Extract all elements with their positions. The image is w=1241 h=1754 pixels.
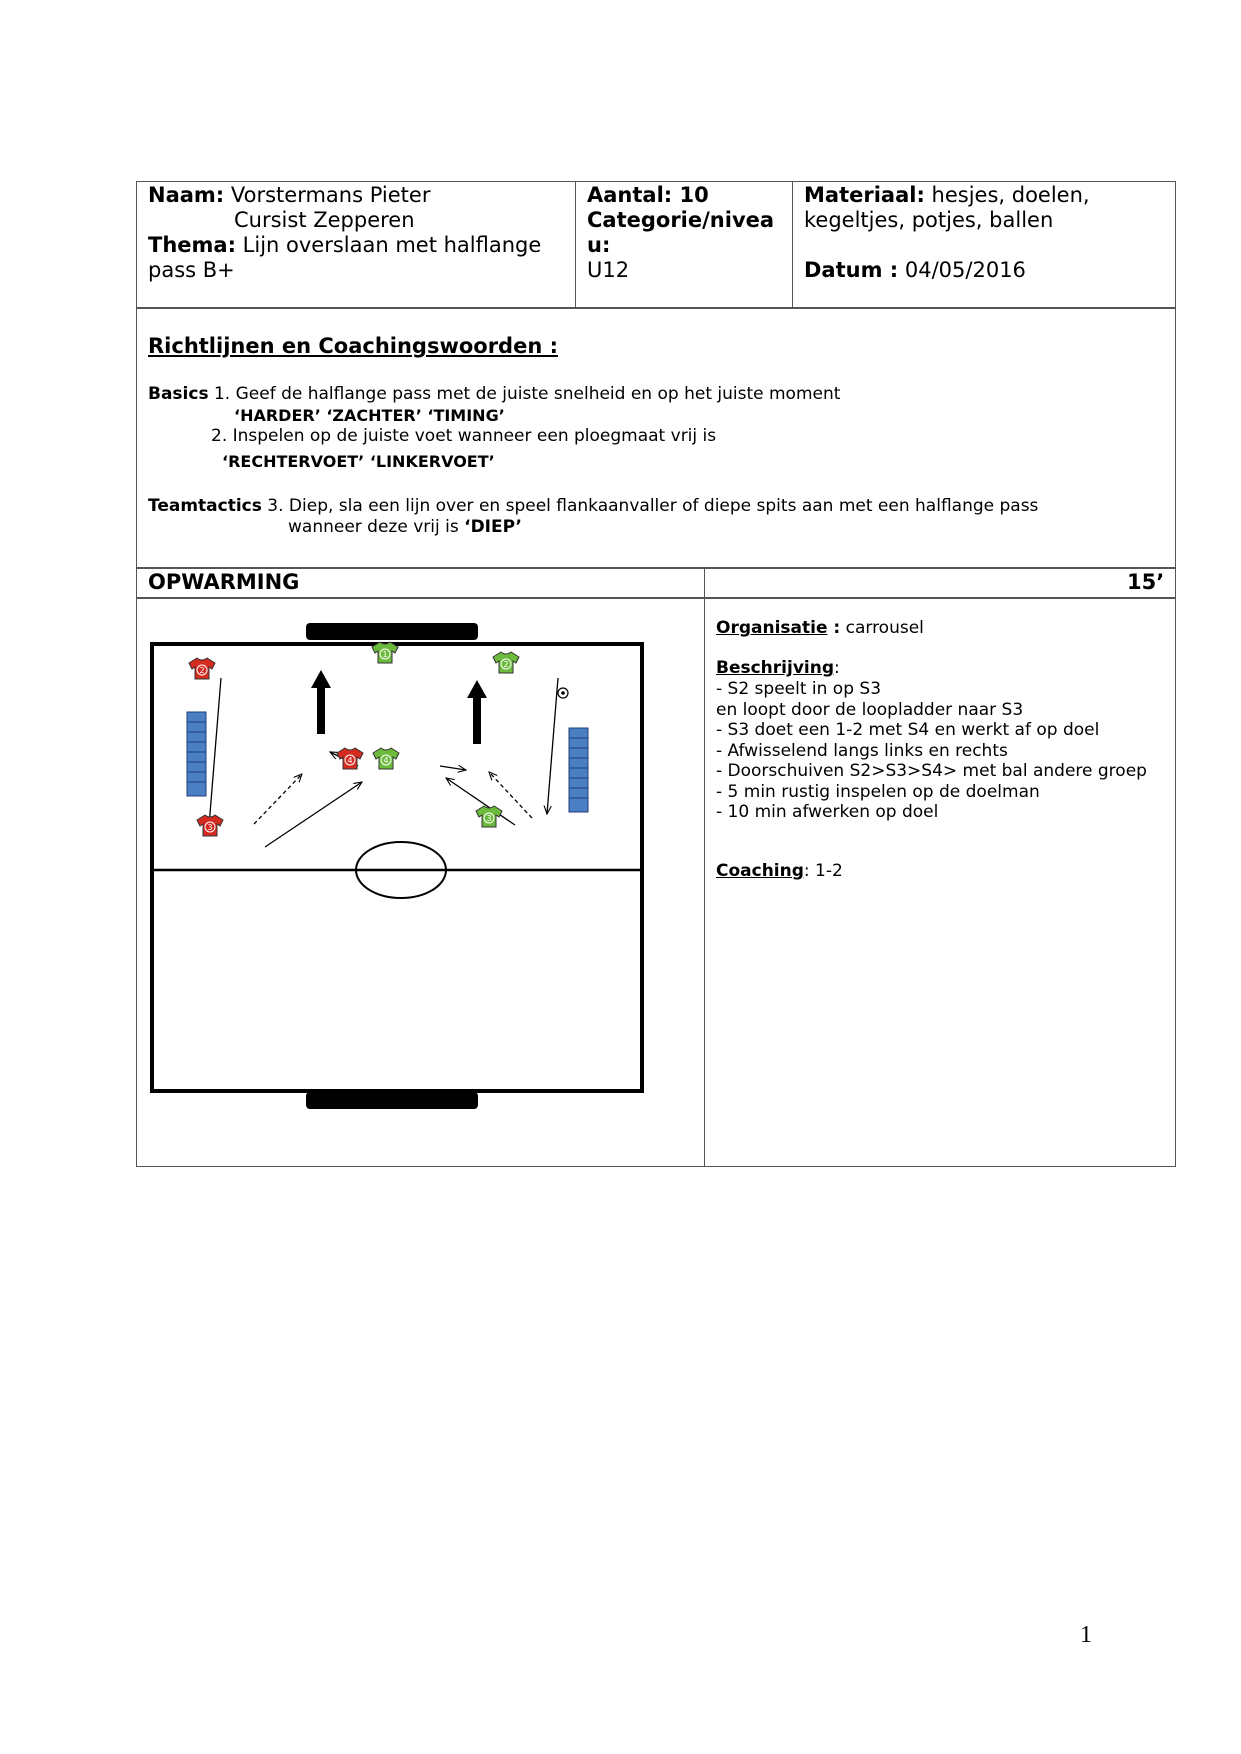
teamtactics-line-2 <box>288 517 522 538</box>
pitch-outline <box>152 644 642 1091</box>
basics-label: Basics <box>148 384 209 404</box>
organisatie-value: carrousel <box>845 618 924 638</box>
richtlijnen-title: Richtlijnen en Coachingswoorden : <box>148 334 558 358</box>
beschrijving-heading: Beschrijving: <box>716 658 840 678</box>
teamtactics-item-3b: wanneer deze vrij is <box>288 517 459 537</box>
aantal-label: Aantal: 10 <box>587 183 709 207</box>
beschrijving-line: - 5 min rustig inspelen op de doelman <box>716 781 1040 802</box>
teamtactics-line-1 <box>148 496 1038 517</box>
header-divider-2 <box>792 181 793 309</box>
pitch-diagram <box>140 600 700 1120</box>
beschrijving-list <box>716 679 1147 823</box>
categorie-label: Categorie/nivea <box>587 208 775 232</box>
player-number: 4 <box>347 756 353 765</box>
naam-label: Naam: <box>148 183 225 207</box>
datum-line <box>804 258 1026 283</box>
ball <box>558 688 568 698</box>
beschrijving-line: - S3 doet een 1-2 met S4 en werkt af op doel <box>716 720 1100 740</box>
goal-bottom <box>306 1092 478 1109</box>
thema-line-2 <box>148 258 235 283</box>
beschrijving-line: - 10 min afwerken op doel <box>716 802 939 822</box>
beschrijving-line: - Afwisselend langs links en rechts <box>716 740 1008 761</box>
basics-item-2: 2. Inspelen op de juiste voet wanneer een ploegmaat vrij is <box>211 426 717 446</box>
beschrijving-label: Beschrijving <box>716 658 835 678</box>
player-number: 2 <box>199 666 205 675</box>
organisatie-line <box>716 618 924 639</box>
page-number: 1 <box>1080 1622 1092 1648</box>
player-number: 3 <box>207 823 213 832</box>
materiaal-line-2: kegeltjes, potjes, ballen <box>804 208 1054 232</box>
materiaal-value: hesjes, doelen, <box>931 183 1090 207</box>
basics-line-1 <box>148 384 840 405</box>
categorie-value: U12 <box>587 258 630 282</box>
thema-line <box>148 233 541 258</box>
cursist-value: Cursist Zepperen <box>234 208 415 232</box>
coaching-value: : 1-2 <box>803 861 843 881</box>
opwarming-title: OPWARMING <box>148 570 300 594</box>
basics-words-2: ‘RECHTERVOET’ ‘LINKERVOET’ <box>222 452 495 471</box>
header-divider-1 <box>575 181 576 309</box>
materiaal-line <box>804 183 1090 208</box>
ladder-left <box>187 712 206 796</box>
opwarming-duration: 15’ <box>1127 570 1165 594</box>
thema-label: Thema: <box>148 233 236 257</box>
organisatie-label: Organisatie <box>716 618 828 638</box>
thema-value: Lijn overslaan met halflange <box>242 233 542 257</box>
cursist-line <box>234 208 415 233</box>
ladder-right <box>569 728 588 812</box>
materiaal-label: Materiaal: <box>804 183 925 207</box>
organisatie-colon: : <box>827 618 841 638</box>
teamtactics-label: Teamtactics <box>148 496 262 516</box>
datum-label: Datum : <box>804 258 899 282</box>
player-number: 3 <box>486 814 492 823</box>
thema-value-2: pass B+ <box>148 258 235 282</box>
beschrijving-line: - S2 speelt in op S3 <box>716 679 882 699</box>
datum-value: 04/05/2016 <box>904 258 1026 282</box>
beschrijving-line: en loopt door de loopladder naar S3 <box>716 699 1024 720</box>
coaching-line <box>716 861 843 882</box>
goal-top <box>306 623 478 640</box>
naam-line <box>148 183 430 208</box>
coaching-label: Coaching <box>716 861 804 881</box>
player-number: 4 <box>383 756 389 765</box>
teamtactics-word: ‘DIEP’ <box>464 517 523 537</box>
player-number: 2 <box>503 660 509 669</box>
naam-value: Vorstermans Pieter <box>230 183 431 207</box>
basics-item-1: 1. Geef de halflange pass met de juiste snelheid en op het juiste moment <box>213 384 841 404</box>
categorie-label-2: u: <box>587 233 611 257</box>
player-number: 1 <box>382 650 388 659</box>
beschrijving-line: - Doorschuiven S2>S3>S4> met bal andere groep <box>716 761 1147 781</box>
basics-words-1: ‘HARDER’ ‘ZACHTER’ ‘TIMING’ <box>234 406 505 425</box>
teamtactics-item-3: 3. Diep, sla een lijn over en speel flankaanvaller of diepe spits aan met een halflange pass <box>267 496 1039 516</box>
